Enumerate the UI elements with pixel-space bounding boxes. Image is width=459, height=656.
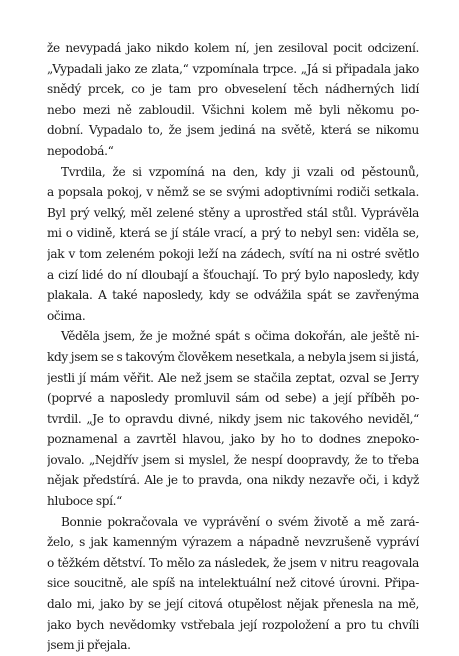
text-line: jak v tom zeleném pokoji leží na zádech, svítí na ni ostré světlo [47,246,419,261]
text-line: dobní. Vypadalo to, že jsem jediná na světě, která se nikomu [47,123,419,138]
paragraph-first-line: Bonnie pokračovala ve vyprávění o svém životě a mě zará- [61,514,419,529]
paragraph-end-line: hluboce spí.“ [47,494,122,509]
text-line: nebo mezi ně zabloudil. Všichni kolem mě byli někomu po- [47,102,419,117]
text-line: dalo mi, jako by se její citová otupělost nějak přenesla na mě, [47,597,419,612]
text-line: „Vypadali jako ze zlata,“ vzpomínala trpce. „Já si připadala jako [47,61,419,76]
text-line: jako bych nevědomky vstřebala její rozpoložení a pro tu chvíli [47,617,419,632]
text-line: o těžkém dětství. To mělo za následek, že jsem v nitru reagovala [47,555,419,570]
text-line: kdy jsem se s takovým člověkem nesetkala, a nebyla jsem si jistá, [47,349,419,364]
text-line: že nevypadá jako nikdo kolem ní, jen zesiloval pocit odcizení. [47,41,419,55]
text-line: sice soucitně, ale spíš na intelektuální než citové úrovni. Připa- [47,576,419,591]
text-line: plakala. A také naposledy, kdy se odvážila spát se zavřenýma [47,288,419,303]
text-line: Byl prý velký, měl zelené stěny a uprostřed stál stůl. Vyprávěla [47,205,419,220]
text-line: nějak předstírá. Ale je to pravda, ona nikdy nezavře oči, i když [47,473,419,488]
text-line: mi o vidině, která se jí stále vrací, a prý to nebyl sen: viděla se, [47,226,419,241]
book-page-text [47,38,419,656]
paragraph-first-line: Věděla jsem, že je možné spát s očima dokořán, ale ještě ni- [61,329,419,344]
paragraph-first-line: Tvrdila, že si vzpomíná na den, kdy ji vzali od pěstounů, [61,164,419,179]
text-line: snědý prcek, co je tam pro obveselení těch nádherných lidí [47,82,419,97]
text-line: jestli jí mám věřit. Ale než jsem se stačila zeptat, ozval se Jerry [47,370,419,385]
text-line: poznamenal a zavrtěl hlavou, jako by ho to dodnes znepoko- [47,432,419,447]
paragraph-end-line: nepodobá.“ [47,143,114,158]
text-line: jovalo. „Nejdřív jsem si myslel, že nespí doopravdy, že to třeba [47,452,419,467]
paragraph-end-line: očima. [47,308,86,323]
text-line: tvrdil. „Je to opravdu divné, nikdy jsem nic takového neviděl,“ [47,411,419,426]
text-line: (poprvé a naposledy promluvil sám od sebe) a její příběh po- [47,391,419,406]
text-line: želo, s jak kamenným výrazem a nápadně nevzrušeně vypráví [47,535,419,550]
paragraph-end-line: jsem ji přejala. [47,638,131,653]
text-line: a cizí lidé do ní dloubají a šťouchají. To prý bylo naposledy, kdy [47,267,419,282]
text-line: a popsala pokoj, v němž se se svými adoptivními rodiči setkala. [47,185,419,200]
